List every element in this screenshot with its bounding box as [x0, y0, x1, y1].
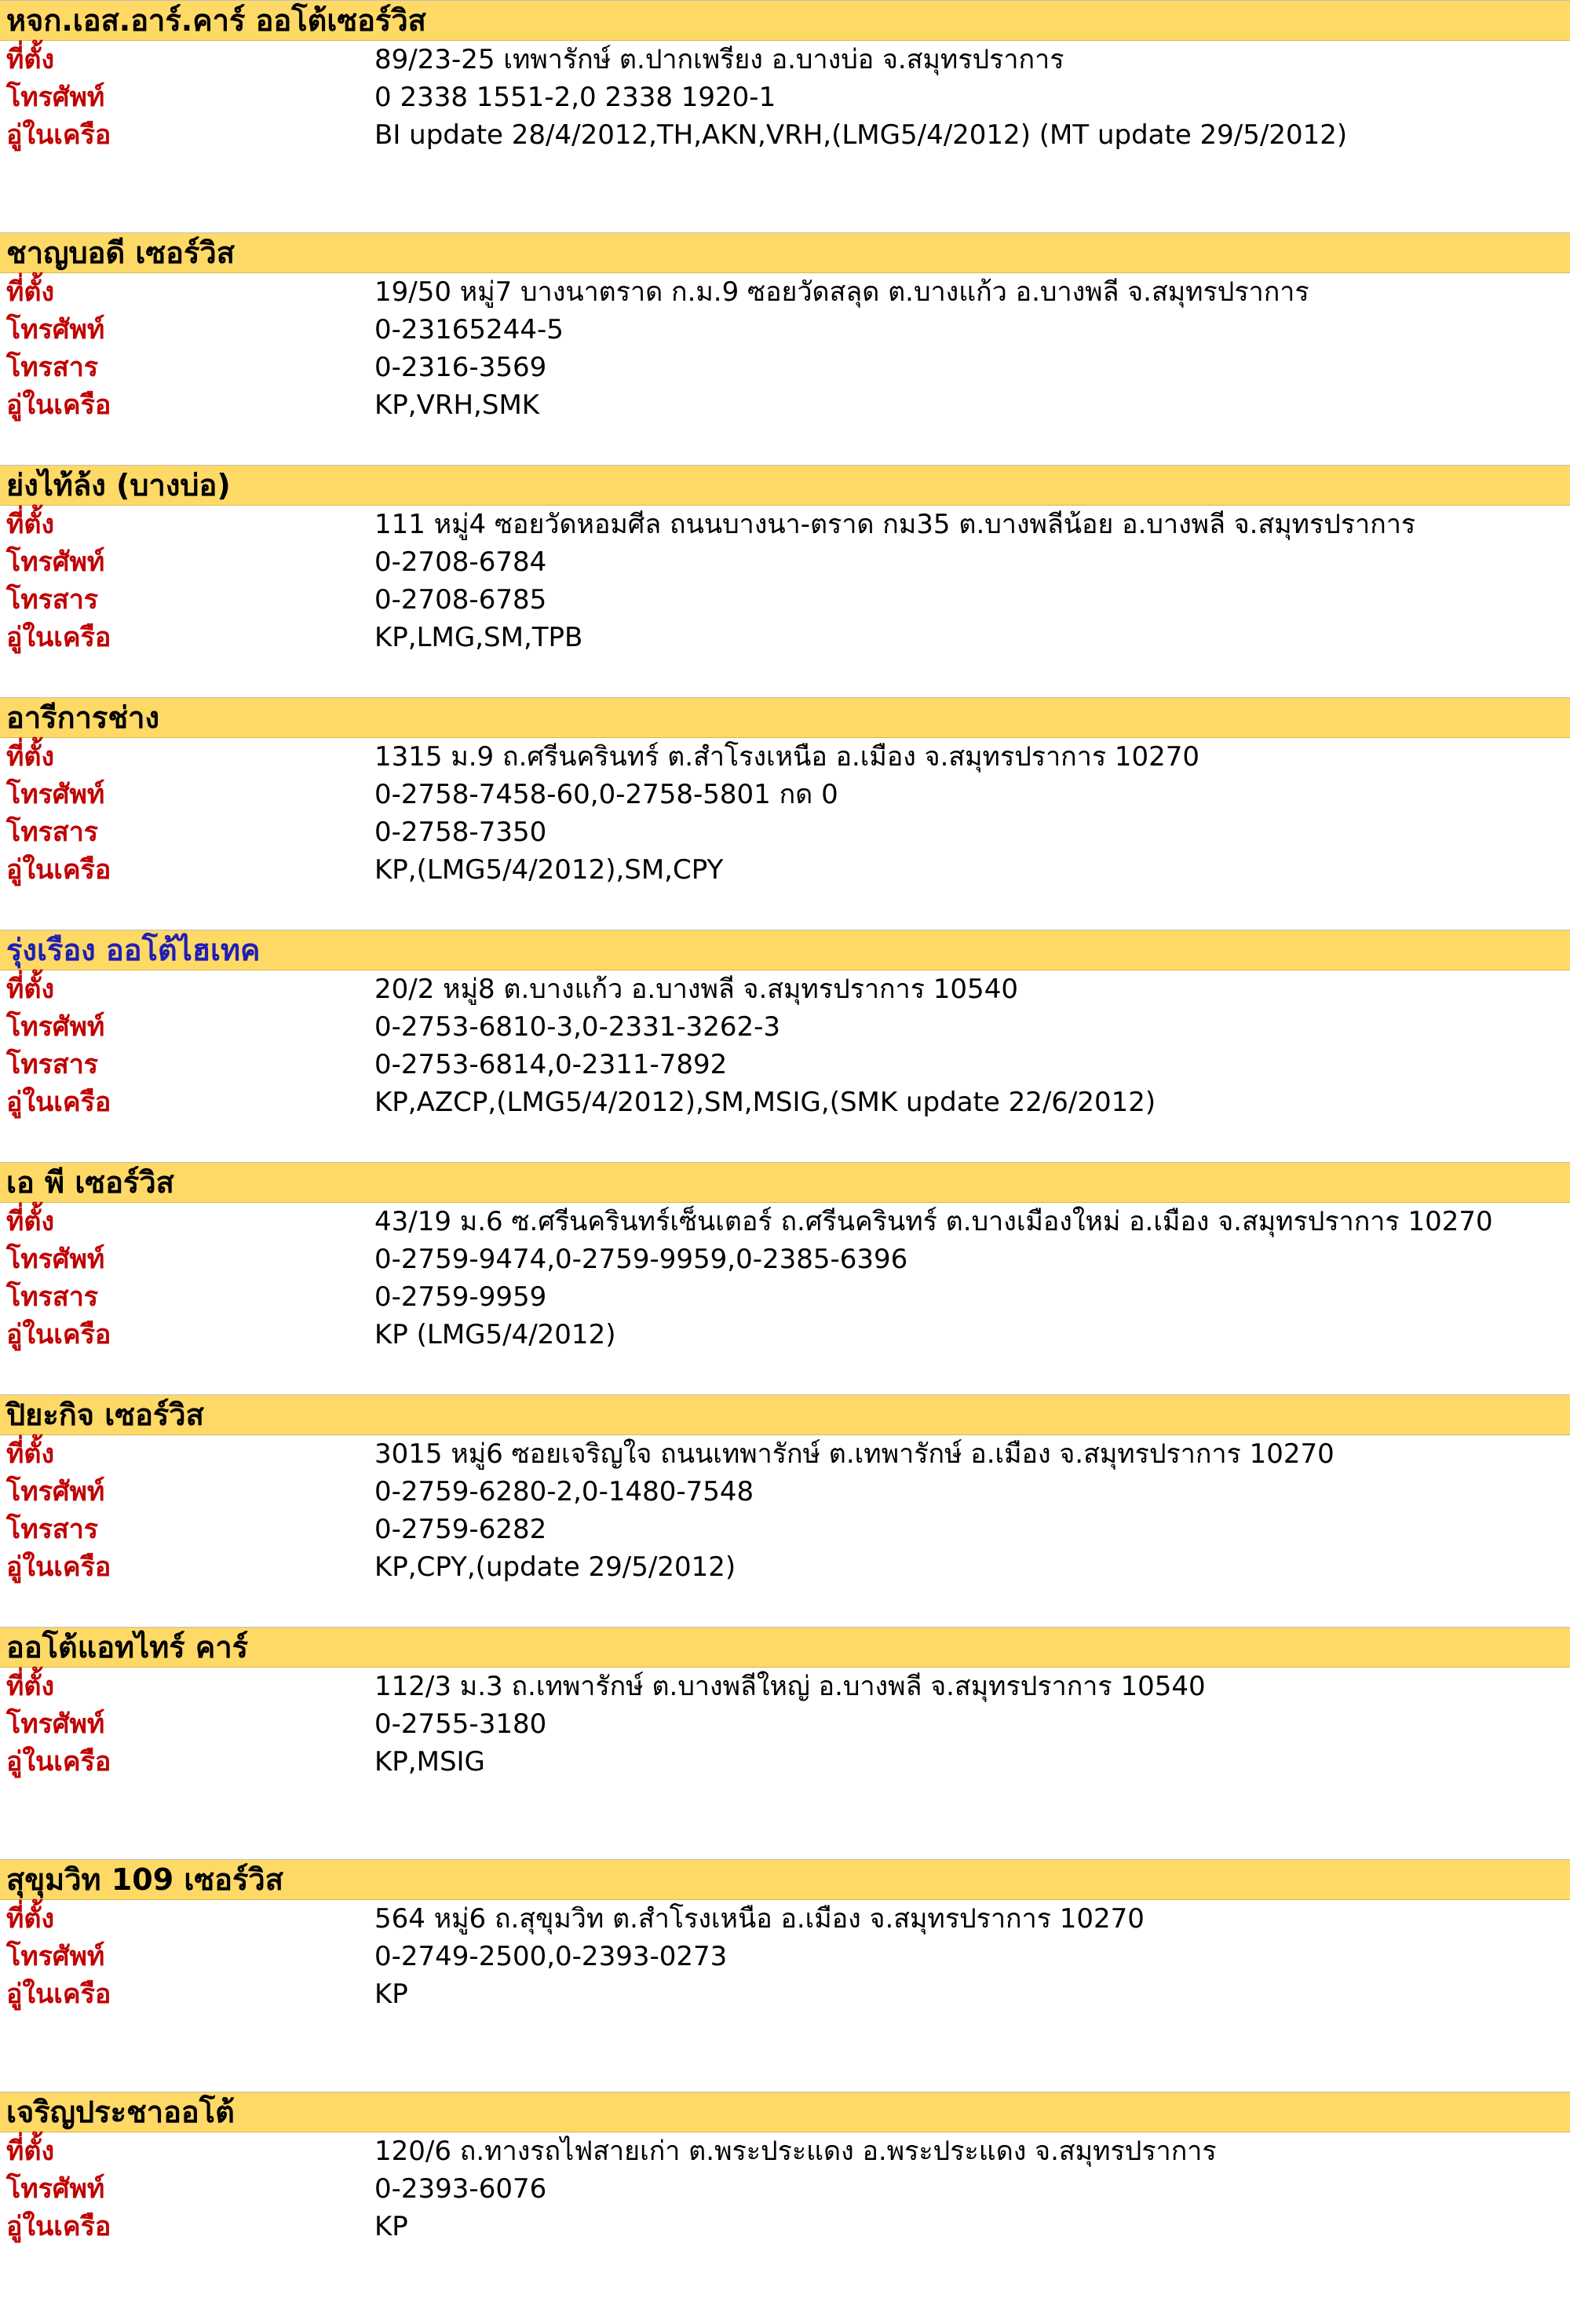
address-value: 1315 ม.9 ถ.ศรีนครินทร์ ต.สำโรงเหนือ อ.เมือง จ.สมุทรปราการ 10270	[374, 741, 1200, 773]
fax-row	[0, 813, 1570, 851]
fax-value: 0-2316-3569	[374, 352, 547, 383]
phone-value: 0-2759-9474,0-2759-9959,0-2385-6396	[374, 1244, 908, 1275]
fax-value: 0-2759-6282	[374, 1514, 547, 1545]
address-row	[0, 2132, 1570, 2170]
network-value: KP,VRH,SMK	[374, 389, 540, 421]
network-row	[0, 386, 1570, 424]
network-row	[0, 1975, 1570, 2013]
address-label: ที่ตั้ง	[6, 1671, 55, 1702]
address-value: 20/2 หมู่8 ต.บางแก้ว อ.บางพลี จ.สมุทรปราการ 10540	[374, 974, 1018, 1005]
fax-label: โทรสาร	[6, 352, 99, 383]
fax-label: โทรสาร	[6, 817, 99, 848]
network-row	[0, 1083, 1570, 1121]
phone-label: โทรศัพท์	[6, 1476, 105, 1507]
fax-row	[0, 1511, 1570, 1548]
fax-row	[0, 1046, 1570, 1083]
fax-value: 0-2753-6814,0-2311-7892	[374, 1049, 728, 1080]
phone-row	[0, 1473, 1570, 1511]
address-row	[0, 273, 1570, 311]
address-label: ที่ตั้ง	[6, 1206, 55, 1237]
address-label: ที่ตั้ง	[6, 44, 55, 75]
address-value: 89/23-25 เทพารักษ์ ต.ปากเพรียง อ.บางบ่อ จ.สมุทรปราการ	[374, 44, 1064, 75]
address-value: 3015 หมู่6 ซอยเจริญใจ ถนนเทพารักษ์ ต.เทพารักษ์ อ.เมือง จ.สมุทรปราการ 10270	[374, 1438, 1334, 1470]
garage-name-header: หจก.เอส.อาร์.คาร์ ออโต้เซอร์วิส	[0, 0, 1570, 41]
network-label: อู่ในเครือ	[6, 389, 111, 421]
network-value: BI update 28/4/2012,TH,AKN,VRH,(LMG5/4/2012) (MT update 29/5/2012)	[374, 119, 1348, 151]
address-value: 19/50 หมู่7 บางนาตราด ก.ม.9 ซอยวัดสลุด ต.บางแก้ว อ.บางพลี จ.สมุทรปราการ	[374, 276, 1309, 308]
garage-entry	[0, 1394, 1570, 1627]
phone-label: โทรศัพท์	[6, 1941, 105, 1972]
address-row	[0, 1900, 1570, 1938]
phone-value: 0-2758-7458-60,0-2758-5801 กด 0	[374, 779, 838, 810]
phone-row	[0, 1705, 1570, 1743]
phone-label: โทรศัพท์	[6, 779, 105, 810]
phone-value: 0-2708-6784	[374, 546, 547, 578]
garage-name-header: ย่งไท้ล้ง (บางบ่อ)	[0, 465, 1570, 506]
network-value: KP	[374, 2211, 408, 2242]
garage-name-header: ออโต้แอทไทร์ คาร์	[0, 1627, 1570, 1668]
phone-value: 0-2753-6810-3,0-2331-3262-3	[374, 1011, 781, 1043]
network-label: อู่ในเครือ	[6, 854, 111, 886]
network-label: อู่ในเครือ	[6, 1087, 111, 1118]
phone-row	[0, 1241, 1570, 1278]
address-label: ที่ตั้ง	[6, 974, 55, 1005]
garage-entry	[0, 1859, 1570, 2092]
address-row	[0, 506, 1570, 543]
phone-value: 0 2338 1551-2,0 2338 1920-1	[374, 82, 776, 113]
network-row	[0, 116, 1570, 154]
address-value: 120/6 ถ.ทางรถไฟสายเก่า ต.พระประแดง อ.พระประแดง จ.สมุทรปราการ	[374, 2136, 1217, 2167]
garage-name-header: สุขุมวิท 109 เซอร์วิส	[0, 1859, 1570, 1900]
address-label: ที่ตั้ง	[6, 276, 55, 308]
garage-entry	[0, 930, 1570, 1162]
phone-row	[0, 1008, 1570, 1046]
network-value: KP,CPY,(update 29/5/2012)	[374, 1551, 736, 1583]
garage-entry	[0, 2092, 1570, 2324]
garage-name-header: ชาญบอดี เซอร์วิส	[0, 232, 1570, 273]
garage-entry	[0, 1627, 1570, 1859]
network-row	[0, 619, 1570, 656]
garage-name-header: ปิยะกิจ เซอร์วิส	[0, 1394, 1570, 1435]
garage-entry	[0, 232, 1570, 465]
phone-label: โทรศัพท์	[6, 314, 105, 345]
fax-label: โทรสาร	[6, 1281, 99, 1313]
fax-row	[0, 581, 1570, 619]
garage-name-header: อารีการช่าง	[0, 697, 1570, 738]
network-value: KP,MSIG	[374, 1746, 485, 1778]
fax-value: 0-2758-7350	[374, 817, 547, 848]
phone-label: โทรศัพท์	[6, 1011, 105, 1043]
network-row	[0, 1316, 1570, 1354]
address-value: 111 หมู่4 ซอยวัดหอมศีล ถนนบางนา-ตราด กม35 ต.บางพลีน้อย อ.บางพลี จ.สมุทรปราการ	[374, 509, 1416, 540]
address-row	[0, 970, 1570, 1008]
phone-value: 0-23165244-5	[374, 314, 564, 345]
phone-value: 0-2749-2500,0-2393-0273	[374, 1941, 728, 1972]
network-label: อู่ในเครือ	[6, 1979, 111, 2010]
phone-row	[0, 2170, 1570, 2208]
phone-row	[0, 79, 1570, 116]
fax-value: 0-2708-6785	[374, 584, 547, 616]
garage-name-header: เจริญประชาออโต้	[0, 2092, 1570, 2132]
fax-row	[0, 349, 1570, 386]
phone-row	[0, 543, 1570, 581]
garage-entry	[0, 1162, 1570, 1394]
address-row	[0, 1435, 1570, 1473]
network-row	[0, 851, 1570, 889]
network-label: อู่ในเครือ	[6, 2211, 111, 2242]
network-row	[0, 1548, 1570, 1586]
garage-name-header: รุ่งเรือง ออโต้ไฮเทค	[0, 930, 1570, 970]
garage-entry	[0, 697, 1570, 930]
address-row	[0, 41, 1570, 79]
fax-label: โทรสาร	[6, 584, 99, 616]
address-value: 43/19 ม.6 ซ.ศรีนครินทร์เซ็นเตอร์ ถ.ศรีนครินทร์ ต.บางเมืองใหม่ อ.เมือง จ.สมุทรปราการ 10270	[374, 1206, 1493, 1237]
network-value: KP,LMG,SM,TPB	[374, 622, 583, 653]
phone-label: โทรศัพท์	[6, 546, 105, 578]
fax-value: 0-2759-9959	[374, 1281, 547, 1313]
network-value: KP,AZCP,(LMG5/4/2012),SM,MSIG,(SMK update 22/6/2012)	[374, 1087, 1156, 1118]
fax-row	[0, 1278, 1570, 1316]
address-value: 564 หมู่6 ถ.สุขุมวิท ต.สำโรงเหนือ อ.เมือง จ.สมุทรปราการ 10270	[374, 1903, 1145, 1935]
network-label: อู่ในเครือ	[6, 119, 111, 151]
phone-label: โทรศัพท์	[6, 1708, 105, 1740]
garage-entry	[0, 465, 1570, 697]
address-row	[0, 738, 1570, 776]
address-label: ที่ตั้ง	[6, 1903, 55, 1935]
network-label: อู่ในเครือ	[6, 1319, 111, 1350]
network-row	[0, 2208, 1570, 2245]
address-row	[0, 1203, 1570, 1241]
phone-row	[0, 311, 1570, 349]
network-value: KP,(LMG5/4/2012),SM,CPY	[374, 854, 724, 886]
network-value: KP	[374, 1979, 408, 2010]
network-label: อู่ในเครือ	[6, 622, 111, 653]
address-label: ที่ตั้ง	[6, 741, 55, 773]
network-label: อู่ในเครือ	[6, 1551, 111, 1583]
phone-row	[0, 776, 1570, 813]
garage-name-header: เอ พี เซอร์วิส	[0, 1162, 1570, 1203]
network-row	[0, 1743, 1570, 1781]
address-label: ที่ตั้ง	[6, 2136, 55, 2167]
phone-label: โทรศัพท์	[6, 82, 105, 113]
phone-label: โทรศัพท์	[6, 2173, 105, 2205]
address-row	[0, 1668, 1570, 1705]
fax-label: โทรสาร	[6, 1049, 99, 1080]
network-label: อู่ในเครือ	[6, 1746, 111, 1778]
phone-value: 0-2393-6076	[374, 2173, 547, 2205]
address-label: ที่ตั้ง	[6, 1438, 55, 1470]
phone-label: โทรศัพท์	[6, 1244, 105, 1275]
fax-label: โทรสาร	[6, 1514, 99, 1545]
phone-row	[0, 1938, 1570, 1975]
address-label: ที่ตั้ง	[6, 509, 55, 540]
phone-value: 0-2755-3180	[374, 1708, 547, 1740]
network-value: KP (LMG5/4/2012)	[374, 1319, 616, 1350]
phone-value: 0-2759-6280-2,0-1480-7548	[374, 1476, 754, 1507]
address-value: 112/3 ม.3 ถ.เทพารักษ์ ต.บางพลีใหญ่ อ.บางพลี จ.สมุทรปราการ 10540	[374, 1671, 1206, 1702]
garage-entry	[0, 0, 1570, 232]
